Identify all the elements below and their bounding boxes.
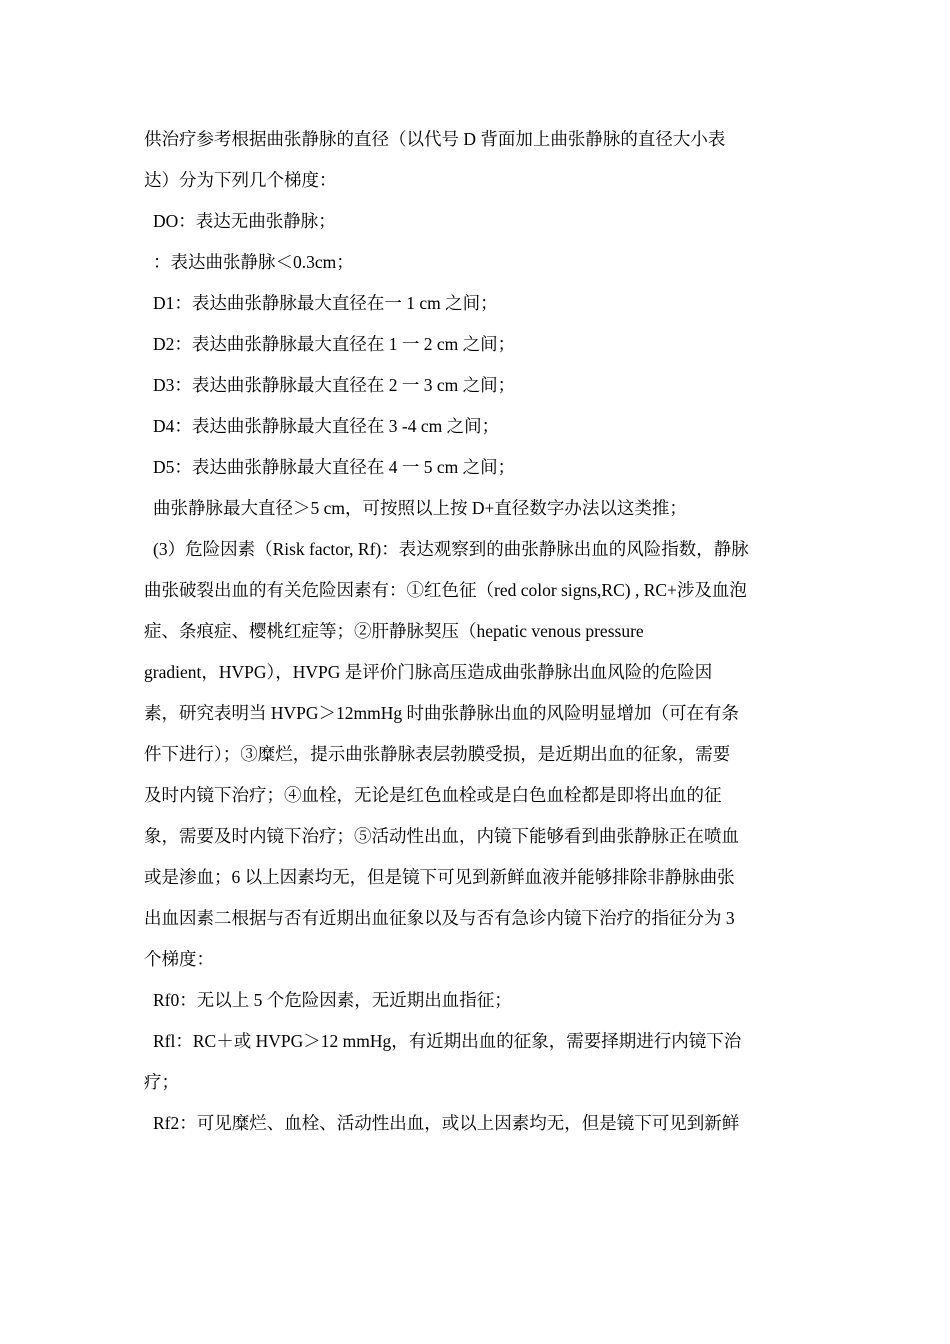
text-line: 曲张静脉最大直径＞5 cm，可按照以上按 D+直径数字办法以这类推； <box>153 498 687 518</box>
text-line: 供治疗参考根据曲张静脉的直径（以代号 D 背面加上曲张静脉的直径大小表 <box>144 129 726 149</box>
text-line: 曲张破裂出血的有关危险因素有：①红色征（red color signs,RC) , RC+涉及血泡 <box>144 580 747 600</box>
text-line: D2：表达曲张静脉最大直径在 1 一 2 cm 之间； <box>153 334 516 354</box>
text-line: 及时内镜下治疗；④血栓，无论是红色血栓或是白色血栓都是即将出血的征 <box>144 785 722 805</box>
text-line: D1：表达曲张静脉最大直径在一 1 cm 之间； <box>153 293 498 313</box>
text-line: 或是渗血；6 以上因素均无，但是镜下可见到新鲜血液并能够排除非静脉曲张 <box>144 867 735 887</box>
text-line: (3）危险因素（Risk factor, Rf)：表达观察到的曲张静脉出血的风险指数，静脉 <box>153 539 749 559</box>
text-line: 症、条痕症、樱桃红症等；②肝静脉契压（hepatic venous pressure <box>144 621 644 641</box>
text-line: D5：表达曲张静脉最大直径在 4 一 5 cm 之间； <box>153 457 516 477</box>
text-line: Rfl：RC＋或 HVPG＞12 mmHg，有近期出血的征象，需要择期进行内镜下治 <box>153 1031 742 1051</box>
text-line: 个梯度： <box>144 949 214 969</box>
text-line: gradient，HVPG），HVPG 是评价门脉高压造成曲张静脉出血风险的危险因 <box>144 662 713 682</box>
document-body <box>144 119 816 1144</box>
text-line: Rf0：无以上 5 个危险因素，无近期出血指征； <box>153 990 512 1010</box>
text-line: 素，研究表明当 HVPG＞12mmHg 时曲张静脉出血的风险明显增加（可在有条 <box>144 703 740 723</box>
text-line: 达）分为下列几个梯度： <box>144 170 337 190</box>
text-line: ：表达曲张静脉＜0.3cm； <box>153 252 354 272</box>
text-line: D4：表达曲张静脉最大直径在 3 -4 cm 之间； <box>153 416 500 436</box>
text-line: 疗； <box>144 1072 179 1092</box>
text-line: 出血因素二根据与否有近期出血征象以及与否有急诊内镜下治疗的指征分为 3 <box>144 908 735 928</box>
text-line: DO：表达无曲张静脉； <box>153 211 336 231</box>
text-line: 件下进行）；③糜烂，提示曲张静脉表层勃膜受损，是近期出血的征象，需要 <box>144 744 731 764</box>
text-line: Rf2：可见糜烂、血栓、活动性出血，或以上因素均无，但是镜下可见到新鲜 <box>153 1113 740 1133</box>
text-line: 象，需要及时内镜下治疗；⑤活动性出血，内镜下能够看到曲张静脉正在喷血 <box>144 826 739 846</box>
text-line: D3：表达曲张静脉最大直径在 2 一 3 cm 之间； <box>153 375 516 395</box>
